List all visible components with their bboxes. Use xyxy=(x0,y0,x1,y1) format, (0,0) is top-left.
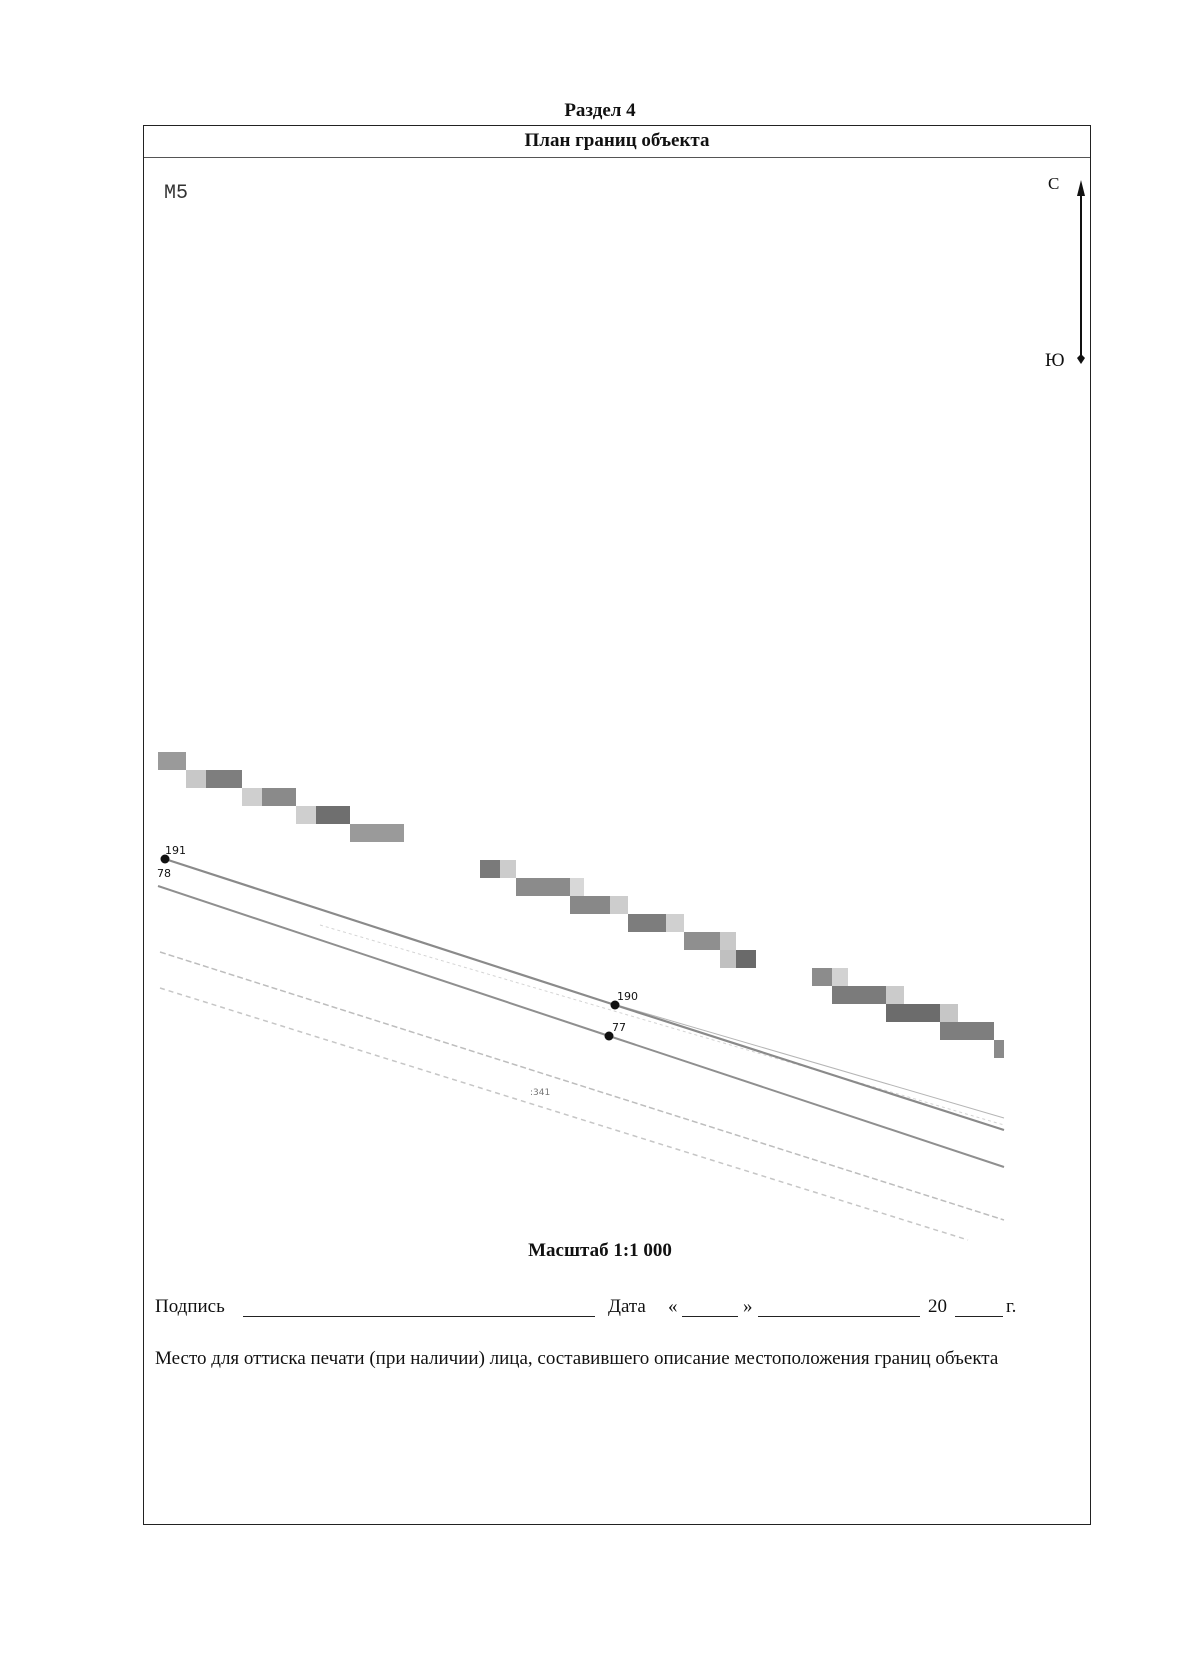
section-title: Раздел 4 xyxy=(564,100,636,121)
terrain-tile xyxy=(832,986,886,1004)
compass-north-label: С xyxy=(1048,174,1060,193)
terrain-tile xyxy=(158,752,186,770)
adjacent-lines xyxy=(160,925,1004,1240)
terrain-tile xyxy=(994,1040,1004,1058)
scale-label: Масштаб 1:1 000 xyxy=(528,1240,672,1261)
signature-label: Подпись xyxy=(155,1296,225,1317)
terrain-tile xyxy=(206,770,242,788)
stamp-placeholder-text: Место для оттиска печати (при наличии) лица, составившего описание местоположения границ объекта xyxy=(155,1348,999,1369)
terrain-tiles xyxy=(158,752,1004,1058)
point-190-label: 190 xyxy=(617,990,638,1003)
terrain-tile xyxy=(940,1022,994,1040)
block-label: М5 xyxy=(164,182,189,205)
signature-line xyxy=(243,1296,595,1317)
date-label: Дата xyxy=(608,1296,646,1317)
terrain-tile xyxy=(262,788,296,806)
point-77-label: 77 xyxy=(612,1021,626,1034)
boundary-line-77-east xyxy=(609,1036,1004,1167)
terrain-tile xyxy=(242,788,262,806)
terrain-tile xyxy=(886,986,904,1004)
terrain-tile xyxy=(666,914,684,932)
boundary-line-78-77 xyxy=(158,886,609,1036)
terrain-tile xyxy=(296,806,316,824)
north-arrow-icon xyxy=(1077,180,1085,364)
year-suffix: г. xyxy=(1006,1296,1017,1317)
terrain-tile xyxy=(812,968,832,986)
terrain-tile xyxy=(570,878,584,896)
terrain-tile xyxy=(480,860,500,878)
terrain-tile xyxy=(736,950,756,968)
terrain-tile xyxy=(350,824,404,842)
terrain-tile xyxy=(940,1004,958,1022)
year-prefix: 20 xyxy=(928,1296,947,1317)
terrain-tile xyxy=(610,896,628,914)
date-open-quote: « xyxy=(668,1296,678,1317)
compass-south-label: Ю xyxy=(1045,350,1065,371)
terrain-tile xyxy=(684,932,720,950)
terrain-tile xyxy=(516,878,570,896)
day-line xyxy=(682,1296,738,1317)
terrain-tile xyxy=(832,968,848,986)
month-line xyxy=(758,1296,920,1317)
terrain-tile xyxy=(720,932,736,950)
terrain-tile xyxy=(570,896,610,914)
year-line xyxy=(955,1296,1003,1317)
plan-title: План границ объекта xyxy=(144,126,1090,158)
date-close-quote: » xyxy=(743,1296,753,1317)
point-191-label: 191 xyxy=(165,844,186,857)
terrain-tile xyxy=(886,1004,940,1022)
terrain-tile xyxy=(186,770,206,788)
contour-label: :341 xyxy=(530,1088,551,1098)
adjacent-line xyxy=(320,925,1004,1125)
terrain-tile xyxy=(628,914,666,932)
terrain-tile xyxy=(316,806,350,824)
terrain-tile xyxy=(500,860,516,878)
point-78-label: 78 xyxy=(157,867,171,880)
